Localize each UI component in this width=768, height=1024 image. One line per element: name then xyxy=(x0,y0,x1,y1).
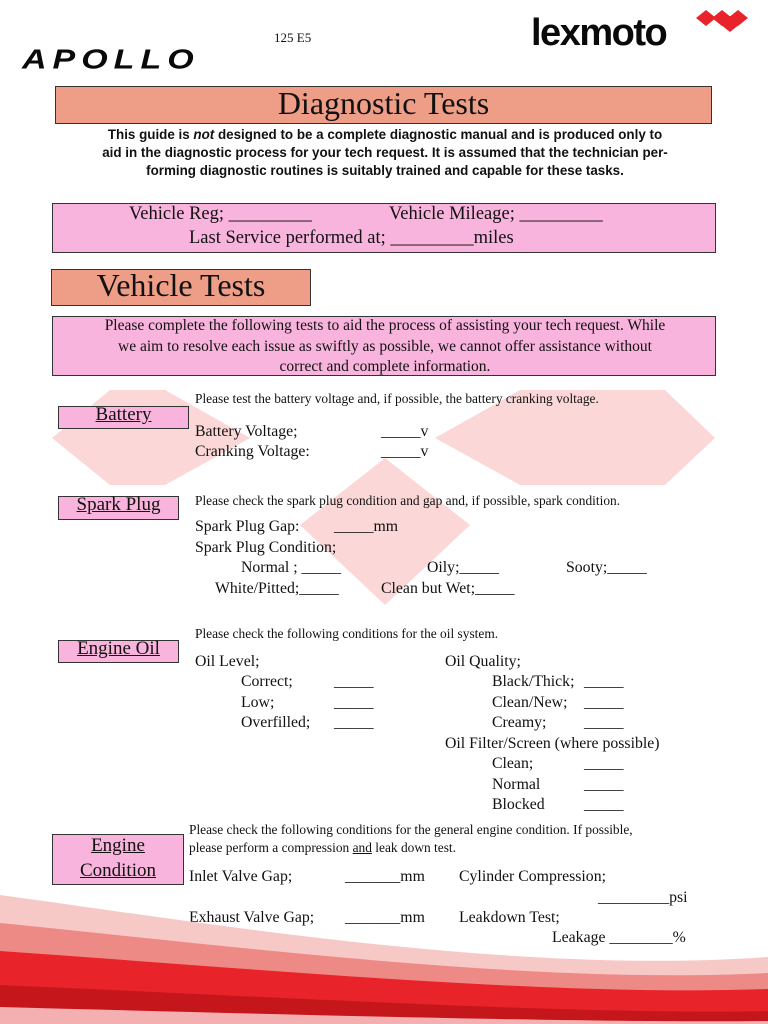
engine-condition-label xyxy=(52,833,184,883)
oil-level-label: Oil Level; xyxy=(195,653,260,670)
disclaimer-line1-end: designed to be a complete diagnostic manual and is produced only to xyxy=(214,127,663,142)
oil-level-low-label: Low; xyxy=(241,694,275,711)
model-label: 125 E5 xyxy=(274,30,312,45)
oil-quality-black-thick-label: Black/Thick; xyxy=(492,673,575,690)
engine-condition-instruction-line1: Please check the following conditions for the general engine condition. If possible, xyxy=(189,822,633,837)
battery-voltage-field[interactable]: _____v xyxy=(381,423,429,440)
disclaimer-line1-start: This guide is xyxy=(107,127,194,142)
disclaimer xyxy=(40,126,730,180)
condition-white-pitted-field[interactable]: White/Pitted;_____ xyxy=(215,580,339,597)
last-service-field[interactable]: Last Service performed at; _________miles xyxy=(189,228,514,248)
oil-quality-label: Oil Quality; xyxy=(445,653,521,670)
engine-condition-instruction-and: and xyxy=(352,840,372,855)
vehicle-mileage-field[interactable]: Vehicle Mileage; _________ xyxy=(389,204,603,224)
apollo-logo: APOLLO xyxy=(22,44,200,76)
engine-condition-instruction-line2-end: leak down test. xyxy=(371,840,456,855)
oil-quality-clean-new-field[interactable]: _____ xyxy=(584,694,624,711)
exhaust-valve-gap-field[interactable]: _______mm xyxy=(345,909,425,926)
intro-line1: Please complete the following tests to aid the process of assisting your tech request. While xyxy=(104,317,666,334)
oil-filter-clean-label: Clean; xyxy=(492,755,534,772)
engine-condition-label-line2: Condition xyxy=(79,860,156,881)
oil-filter-normal-label: Normal xyxy=(492,776,541,793)
spark-plug-gap-label: Spark Plug Gap: xyxy=(195,518,300,535)
intro-line2: we aim to resolve each issue as swiftly as possible, we cannot offer assistance without xyxy=(118,337,652,355)
vehicle-reg-field[interactable]: Vehicle Reg; _________ xyxy=(129,204,312,224)
cylinder-compression-label: Cylinder Compression; xyxy=(459,868,606,885)
page-title: Diagnostic Tests xyxy=(277,85,490,121)
cranking-voltage-label: Cranking Voltage: xyxy=(195,443,310,460)
battery-instruction: Please test the battery voltage and, if possible, the battery cranking voltage. xyxy=(195,391,599,406)
engine-condition-instruction xyxy=(189,821,633,857)
leakage-field[interactable]: Leakage ________% xyxy=(552,929,686,946)
oil-level-correct-field[interactable]: _____ xyxy=(334,673,374,690)
intro-text xyxy=(40,316,730,378)
disclaimer-line3: forming diagnostic routines is suitably trained and capable for these tasks. xyxy=(146,163,624,178)
intro-line3: correct and complete information. xyxy=(279,358,491,375)
spark-plug-condition-label: Spark Plug Condition; xyxy=(195,539,337,556)
oil-filter-blocked-field[interactable]: _____ xyxy=(584,796,624,813)
spark-plug-label: Spark Plug xyxy=(76,494,161,515)
footer-decoration xyxy=(0,885,768,1024)
vehicle-tests-heading: Vehicle Tests xyxy=(96,267,266,303)
condition-sooty-field[interactable]: Sooty;_____ xyxy=(566,559,647,576)
condition-clean-wet-field[interactable]: Clean but Wet;_____ xyxy=(381,580,515,597)
cranking-voltage-field[interactable]: _____v xyxy=(381,443,429,460)
engine-oil-instruction: Please check the following conditions for the oil system. xyxy=(195,626,499,641)
cylinder-compression-field[interactable]: _________psi xyxy=(598,889,688,906)
oil-level-overfilled-field[interactable]: _____ xyxy=(334,714,374,731)
condition-oily-field[interactable]: Oily;_____ xyxy=(427,559,499,576)
oil-quality-black-thick-field[interactable]: _____ xyxy=(584,673,624,690)
oil-filter-label: Oil Filter/Screen (where possible) xyxy=(445,735,660,752)
spark-plug-gap-field[interactable]: _____mm xyxy=(334,518,399,535)
engine-oil-label: Engine Oil xyxy=(77,638,160,659)
oil-filter-clean-field[interactable]: _____ xyxy=(584,755,624,772)
condition-normal-field[interactable]: Normal ; _____ xyxy=(241,559,342,576)
oil-filter-blocked-label: Blocked xyxy=(492,796,545,813)
oil-filter-normal-field[interactable]: _____ xyxy=(584,776,624,793)
engine-condition-label-line1: Engine xyxy=(91,835,145,856)
oil-level-overfilled-label: Overfilled; xyxy=(241,714,311,731)
spark-plug-instruction: Please check the spark plug condition and gap and, if possible, spark condition. xyxy=(195,493,621,508)
lexmoto-logo: lexmoto xyxy=(531,12,667,54)
oil-level-correct-label: Correct; xyxy=(241,673,293,690)
battery-voltage-label: Battery Voltage; xyxy=(195,423,298,440)
lexmoto-logo-mark-icon xyxy=(696,10,750,32)
disclaimer-line2: aid in the diagnostic process for your tech request. It is assumed that the technician per- xyxy=(102,145,668,160)
inlet-valve-gap-field[interactable]: _______mm xyxy=(345,868,425,885)
oil-quality-creamy-field[interactable]: _____ xyxy=(584,714,624,731)
leakdown-test-label: Leakdown Test; xyxy=(459,909,560,926)
exhaust-valve-gap-label: Exhaust Valve Gap; xyxy=(189,909,315,926)
disclaimer-emphasis: not xyxy=(193,127,215,142)
oil-quality-clean-new-label: Clean/New; xyxy=(492,694,568,711)
oil-level-low-field[interactable]: _____ xyxy=(334,694,374,711)
engine-condition-instruction-line2-start: please perform a compression xyxy=(189,840,353,855)
inlet-valve-gap-label: Inlet Valve Gap; xyxy=(189,868,293,885)
oil-quality-creamy-label: Creamy; xyxy=(492,714,547,731)
battery-label: Battery xyxy=(95,404,152,425)
